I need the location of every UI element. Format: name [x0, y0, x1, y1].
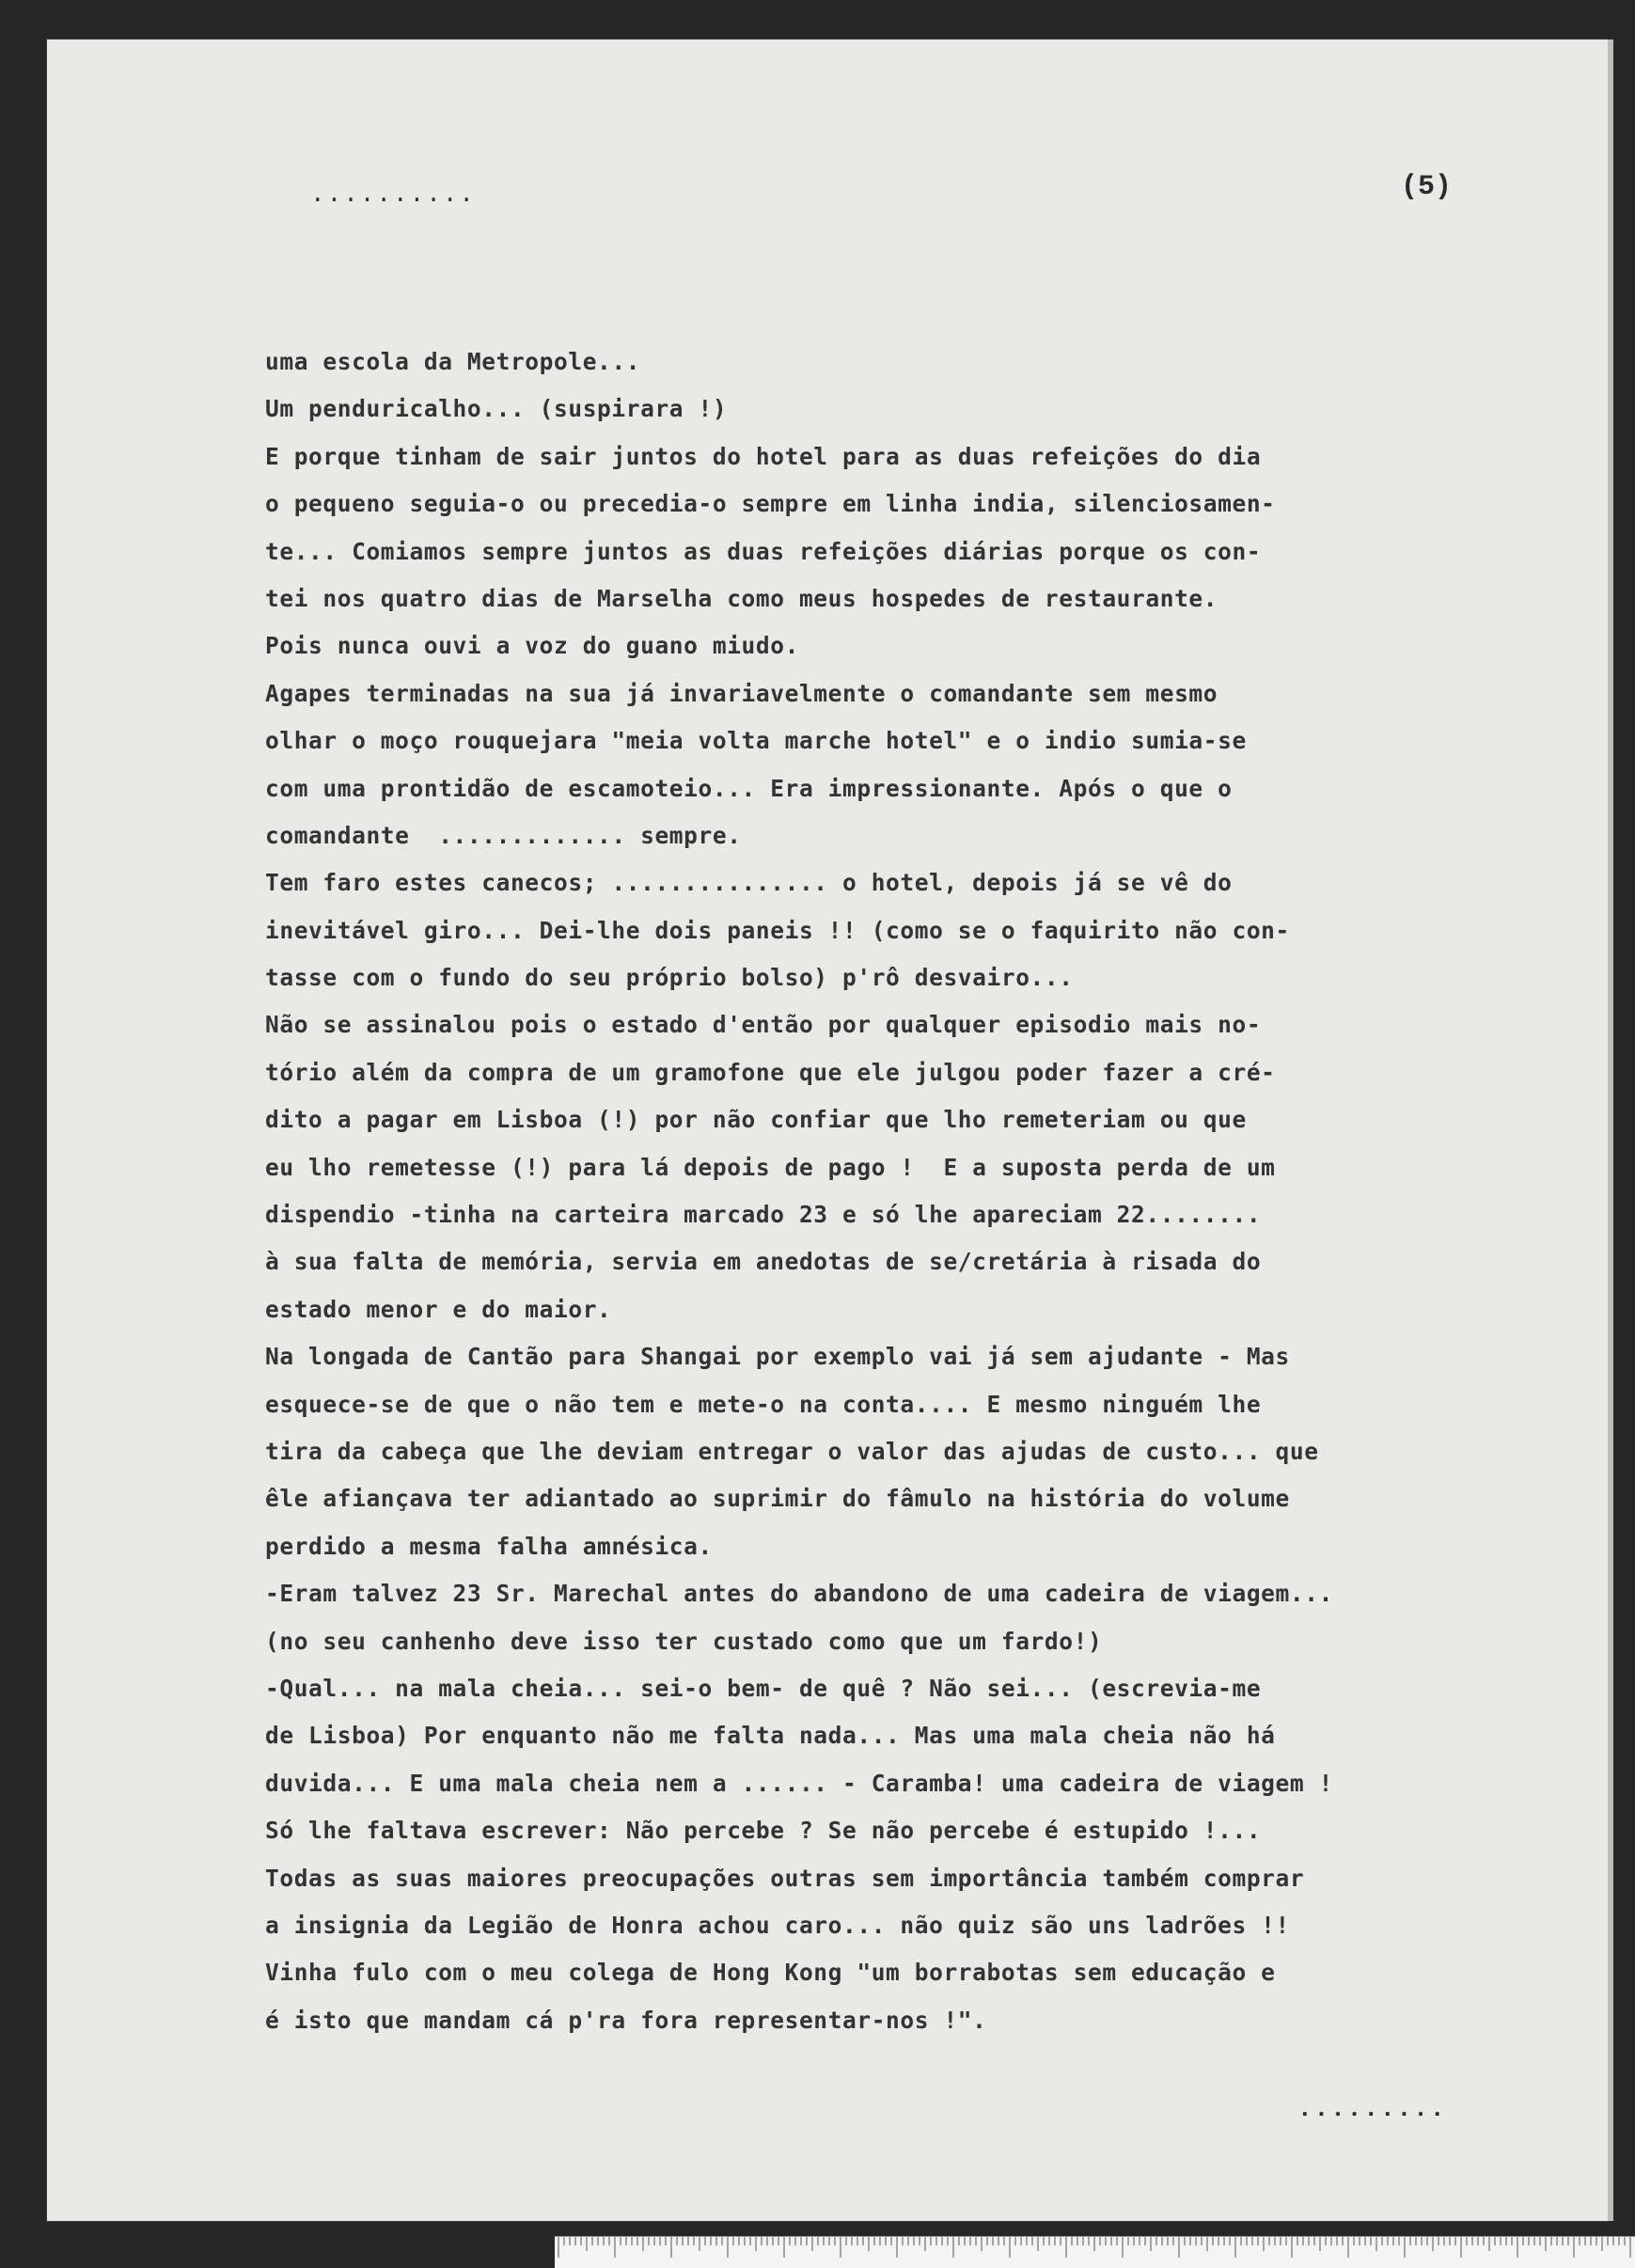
text-line: perdido a mesma falha amnésica.	[265, 1532, 713, 1560]
text-line: êle afiançava ter adiantado ao suprimir do fâmulo na história do volume	[265, 1485, 1290, 1513]
text-line: dito a pagar em Lisboa (!) por não confiar que lho remeteriam ou que	[265, 1106, 1247, 1134]
header-ellipsis: ..........	[310, 181, 477, 209]
text-line: tei nos quatro dias de Marselha como meus hospedes de restaurante.	[265, 584, 1218, 612]
text-line: Vinha fulo com o meu colega de Hong Kong "um borrabotas sem educação e	[265, 1959, 1276, 1987]
text-line: estado menor e do maior.	[265, 1295, 612, 1323]
text-line: te... Comiamos sempre juntos as duas refeições diárias porque os con-	[265, 537, 1262, 565]
page-number: (5)	[1401, 171, 1453, 203]
text-line: com uma prontidão de escamoteio... Era impressionante. Após o que o	[265, 774, 1233, 802]
text-line: inevitável giro... Dei-lhe dois paneis !! (como se o faquirito não con-	[265, 916, 1290, 944]
text-line: E porque tinham de sair juntos do hotel para as duas refeições do dia	[265, 442, 1262, 470]
scale-ruler	[555, 2236, 1635, 2268]
text-line: a insignia da Legião de Honra achou caro... não quiz são uns ladrões !!	[265, 1911, 1290, 1939]
text-line: -Eram talvez 23 Sr. Marechal antes do abandono de uma cadeira de viagem...	[265, 1580, 1333, 1608]
text-line: Pois nunca ouvi a voz do guano miudo.	[265, 632, 799, 660]
text-line: -Qual... na mala cheia... sei-o bem- de quê ? Não sei... (escrevia-me	[265, 1674, 1262, 1702]
text-line: Só lhe faltava escrever: Não percebe ? Se não percebe é estupido !...	[265, 1817, 1262, 1845]
text-line: Tem faro estes canecos; ............... o hotel, depois já se vê do	[265, 869, 1233, 897]
text-line: dispendio -tinha na carteira marcado 23 e só lhe apareciam 22........	[265, 1201, 1262, 1229]
text-line: tira da cabeça que lhe deviam entregar o valor das ajudas de custo... que	[265, 1437, 1319, 1465]
text-line: à sua falta de memória, servia em anedotas de se/cretária à risada do	[265, 1248, 1262, 1276]
text-line: é isto que mandam cá p'ra fora representar-nos !".	[265, 2006, 987, 2034]
ruler-ticks	[555, 2237, 1635, 2268]
body-text	[265, 339, 1563, 2044]
text-line: Um penduricalho... (suspirara !)	[265, 395, 728, 423]
text-line: o pequeno seguia-o ou precedia-o sempre em linha india, silenciosamen-	[265, 490, 1276, 518]
text-line: eu lho remetesse (!) para lá depois de pago ! E a suposta perda de um	[265, 1153, 1276, 1181]
page-edge-shadow	[1608, 39, 1613, 2221]
text-line: esquece-se de que o não tem e mete-o na conta.... E mesmo ninguém lhe	[265, 1390, 1262, 1418]
text-line: comandante ............. sempre.	[265, 821, 742, 849]
text-line: uma escola da Metropole...	[265, 348, 641, 375]
text-line: Agapes terminadas na sua já invariavelmente o comandante sem mesmo	[265, 679, 1218, 707]
text-line: Não se assinalou pois o estado d'então por qualquer episodio mais no-	[265, 1011, 1262, 1039]
text-line: tasse com o fundo do seu próprio bolso) p'rô desvairo...	[265, 964, 1074, 992]
text-line: olhar o moço rouquejara "meia volta marche hotel" e o indio sumia-se	[265, 727, 1247, 755]
text-line: (no seu canhenho deve isso ter custado como que um fardo!)	[265, 1627, 1103, 1655]
footer-ellipsis: .........	[1297, 2095, 1447, 2123]
text-line: Todas as suas maiores preocupações outras sem importância também comprar	[265, 1864, 1305, 1892]
text-line: tório além da compra de um gramofone que ele julgou poder fazer a cré-	[265, 1058, 1276, 1086]
text-line: Na longada de Cantão para Shangai por exemplo vai já sem ajudante - Mas	[265, 1343, 1290, 1371]
text-line: duvida... E uma mala cheia nem a ...... - Caramba! uma cadeira de viagem !	[265, 1769, 1333, 1797]
text-line: de Lisboa) Por enquanto não me falta nada... Mas uma mala cheia não há	[265, 1722, 1276, 1750]
